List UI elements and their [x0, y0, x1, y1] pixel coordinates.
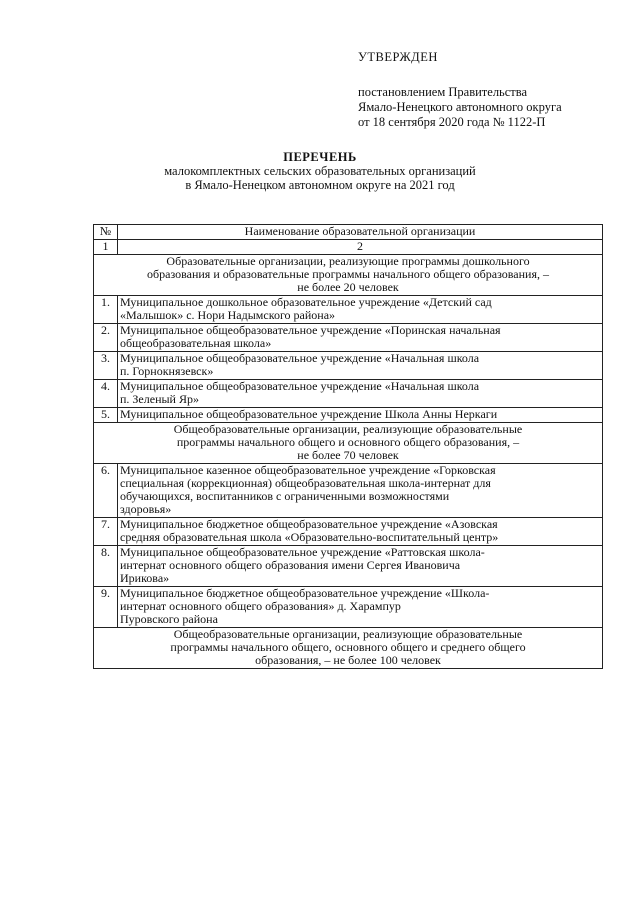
organization-name-line: Муниципальное общеобразовательное учреждение Школа Анны Неркаги: [120, 407, 498, 421]
row-number: 6.: [94, 464, 118, 518]
approval-heading: УТВЕРЖДЕН: [358, 50, 438, 64]
header-num: №: [94, 225, 118, 240]
approval-line-1: постановлением Правительства: [358, 85, 528, 99]
organization-name-line: Муниципальное общеобразовательное учреждение «Начальная школа: [120, 351, 480, 365]
organization-name: [118, 587, 603, 628]
table-row: [94, 587, 603, 628]
approval-line-3: от 18 сентября 2020 года № 1122-П: [358, 115, 546, 129]
approval-block: [358, 50, 562, 130]
organization-name-line: Муниципальное общеобразовательное учреждение «Поринская начальная: [120, 323, 501, 337]
organization-name-line: здоровья»: [120, 502, 172, 516]
organization-name-line: общеобразовательная школа»: [120, 336, 272, 350]
table-row: [94, 324, 603, 352]
group-title-line: программы начального общего и основного общего образования, –: [176, 435, 520, 449]
table-row: [94, 352, 603, 380]
table-row: [94, 518, 603, 546]
row-number: 2.: [94, 324, 118, 352]
organization-name-line: интернат основного общего образования» д. Харампур: [120, 599, 401, 613]
table-index-row: [94, 240, 603, 255]
table-row: [94, 296, 603, 324]
title-main: ПЕРЕЧЕНЬ: [283, 150, 357, 164]
organization-name: [118, 464, 603, 518]
organization-name-line: Муниципальное общеобразовательное учреждение «Начальная школа: [120, 379, 480, 393]
table-row: [94, 380, 603, 408]
table-row: [94, 408, 603, 423]
organization-name: [118, 296, 603, 324]
table-row: [94, 546, 603, 587]
row-number: 1.: [94, 296, 118, 324]
group-title-line: образования, – не более 100 человек: [255, 653, 441, 667]
group-header-row: [94, 628, 603, 669]
organization-name-line: Муниципальное казенное общеобразовательное учреждение «Горковская: [120, 463, 496, 477]
title-sub-2: в Ямало-Ненецком автономном округе на 2021 год: [185, 178, 455, 192]
organization-name: [118, 352, 603, 380]
index-num: 1: [94, 240, 118, 255]
organization-name: [118, 546, 603, 587]
group-title-line: Общеобразовательные организации, реализующие образовательные: [173, 422, 523, 436]
table-row: [94, 464, 603, 518]
organization-name-line: обучающихся, воспитанников с ограниченными возможностями: [120, 489, 450, 503]
group-title-line: программы начального общего, основного общего и среднего общего: [170, 640, 526, 654]
title-sub-1: малокомплектных сельских образовательных организаций: [164, 164, 476, 178]
row-number: 7.: [94, 518, 118, 546]
organization-name: [118, 380, 603, 408]
row-number: 3.: [94, 352, 118, 380]
group-title-line: не более 20 человек: [297, 280, 399, 294]
organizations-table: [93, 224, 603, 669]
row-number: 9.: [94, 587, 118, 628]
group-header-row: [94, 423, 603, 464]
organization-name-line: «Малышок» с. Нори Надымского района»: [120, 308, 336, 322]
document-title: [0, 150, 640, 192]
group-title-line: Образовательные организации, реализующие программы дошкольного: [166, 254, 530, 268]
group-title-line: Общеобразовательные организации, реализующие образовательные: [173, 627, 523, 641]
table-header-row: [94, 225, 603, 240]
organization-name-line: Пуровского района: [120, 612, 218, 626]
group-title-line: не более 70 человек: [297, 448, 399, 462]
row-number: 8.: [94, 546, 118, 587]
organization-name-line: интернат основного общего образования имени Сергея Ивановича: [120, 558, 461, 572]
organization-name-line: п. Зеленый Яр»: [120, 392, 199, 406]
index-name: 2: [118, 240, 603, 255]
organization-name-line: Муниципальное бюджетное общеобразовательное учреждение «Школа-: [120, 586, 490, 600]
organization-name-line: Муниципальное дошкольное образовательное учреждение «Детский сад: [120, 295, 492, 309]
group-title: [94, 255, 603, 296]
organization-name-line: средняя образовательная школа «Образовательно-воспитательный центр»: [120, 530, 499, 544]
approval-line-2: Ямало-Ненецкого автономного округа: [358, 100, 562, 114]
group-header-row: [94, 255, 603, 296]
organization-name-line: специальная (коррекционная) общеобразовательная школа-интернат для: [120, 476, 491, 490]
group-title: [94, 423, 603, 464]
organization-name-line: Муниципальное бюджетное общеобразовательное учреждение «Азовская: [120, 517, 498, 531]
group-title: [94, 628, 603, 669]
organization-name: [118, 324, 603, 352]
organization-name: [118, 408, 603, 423]
organization-name: [118, 518, 603, 546]
organization-name-line: Ирикова»: [120, 571, 170, 585]
organization-name-line: п. Горнокнязевск»: [120, 364, 214, 378]
header-name: Наименование образовательной организации: [118, 225, 603, 240]
organization-name-line: Муниципальное общеобразовательное учреждение «Раттовская школа-: [120, 545, 485, 559]
group-title-line: образования и образовательные программы начального общего образования, –: [147, 267, 549, 281]
row-number: 5.: [94, 408, 118, 423]
row-number: 4.: [94, 380, 118, 408]
